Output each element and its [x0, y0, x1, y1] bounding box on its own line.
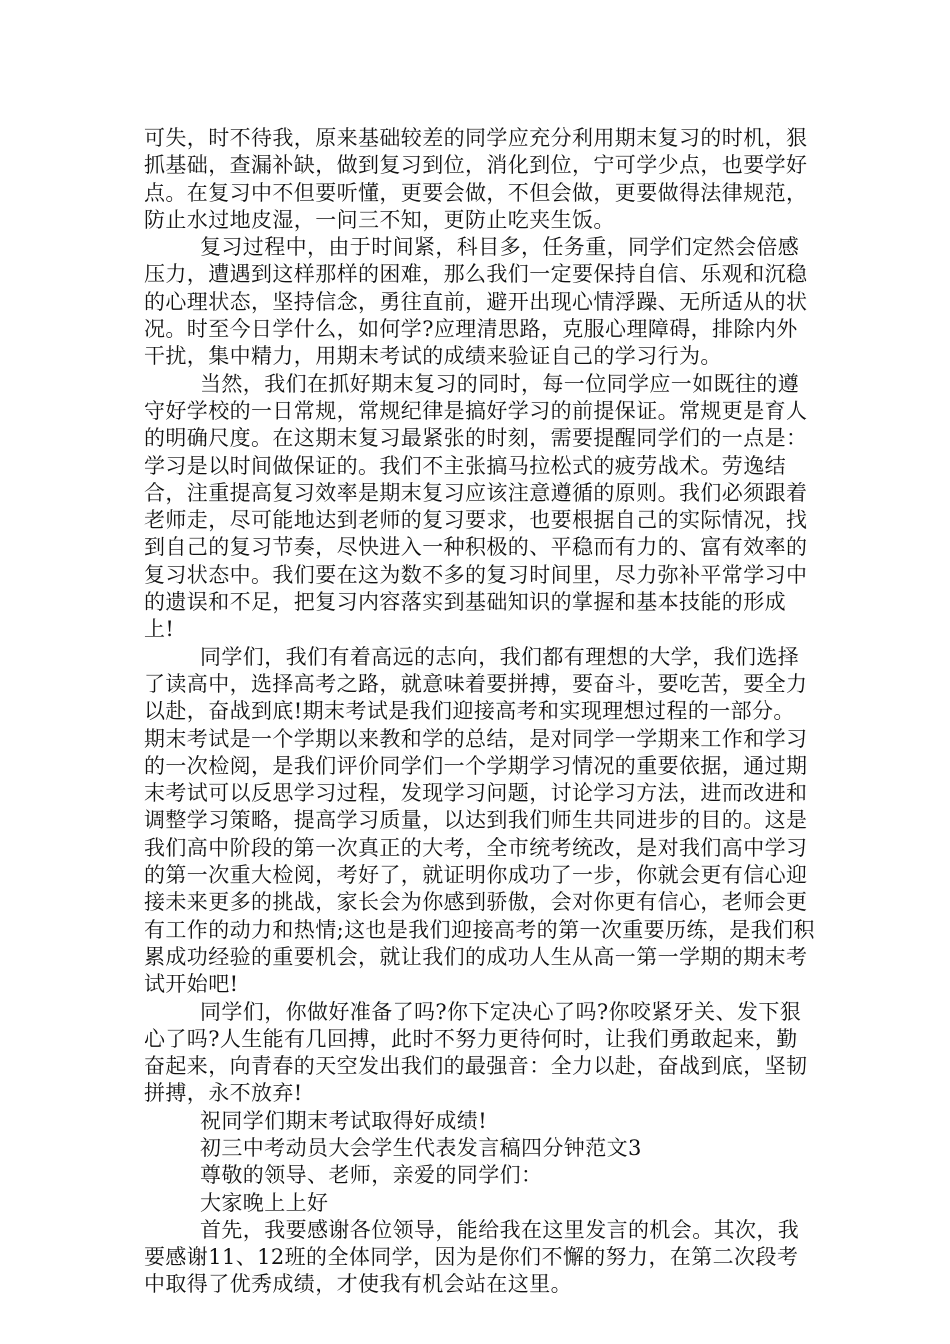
- paragraph-4: 同学们，我们有着高远的志向，我们都有理想的大学，我们选择了读高中，选择高考之路，就意味着要拼搏，要奋斗，要吃苦，要全力以赴，奋战到底!期末考试是我们迎接高考和实现理想过程的一部分。期末考试是一个学期以来教和学的总结，是对同学一学期来工作和学习的一次检阅，是我们评价同学们一个学期学习情况的重要依据，通过期末考试可以反思学习过程，发现学习问题，讨论学习方法，进而改进和调整学习策略，提高学习质量，以达到我们师生共同进步的目的。这是我们高中阶段的第一次真正的大考，全市统考统改，是对我们高中学习的第一次重大检阅，考好了，就证明你成功了一步，你就会更有信心迎接未来更多的挑战，家长会为你感到骄傲，会对你更有信心，老师会更有工作的动力和热情;这也是我们迎接高考的第一次重要历练，是我们积累成功经验的重要机会，就让我们的成功人生从高一第一学期的期末考试开始吧!: [144, 644, 815, 997]
- paragraph-2: 复习过程中，由于时间紧，科目多，任务重，同学们定然会倍感压力，遭遇到这样那样的困难，那么我们一定要保持自信、乐观和沉稳的心理状态，坚持信念，勇往直前，避开出现心情浮躁、无所适从的状况。时至今日学什么，如何学?应理清思路，克服心理障碍，排除内外干扰，集中精力，用期末考试的成绩来验证自己的学习行为。: [144, 235, 808, 369]
- greeting: 大家晚上上好: [200, 1190, 329, 1215]
- section-title: 初三中考动员大会学生代表发言稿四分钟范文3: [200, 1135, 642, 1160]
- paragraph-10: 首先，我要感谢各位领导，能给我在这里发言的机会。其次，我要感谢11、12班的全体同学，因为是你们不懈的努力，在第二次段考中取得了优秀成绩，才使我有机会站在这里。: [144, 1217, 800, 1297]
- paragraph-1: 可失，时不待我，原来基础较差的同学应充分利用期末复习的时机，狠抓基础，查漏补缺，做到复习到位，消化到位，宁可学少点，也要学好点。在复习中不但要听懂，更要会做，不但会做，更要做得法律规范，防止水过地皮湿，一问三不知，更防止吃夹生饭。: [144, 126, 808, 232]
- paragraph-5: 同学们，你做好准备了吗?你下定决心了吗?你咬紧牙关、发下狠心了吗?人生能有几回搏，此时不努力更待何时，让我们勇敢起来，勤奋起来，向青春的天空发出我们的最强音：全力以赴，奋战到底，坚韧拼搏，永不放弃!: [144, 999, 808, 1106]
- paragraph-3: 当然，我们在抓好期末复习的同时，每一位同学应一如既往的遵守好学校的一日常规，常规纪律是搞好学习的前提保证。常规更是育人的明确尺度。在这期末复习最紧张的时刻，需要提醒同学们的一点是：学习是以时间做保证的。我们不主张搞马拉松式的疲劳战术。劳逸结合，注重提高复习效率是期末复习应该注意遵循的原则。我们必须跟着老师走，尽可能地达到老师的复习要求，也要根据自己的实际情况，找到自己的复习节奏，尽快进入一种积极的、平稳而有力的、富有效率的复习状态中。我们要在这为数不多的复习时间里，尽力弥补平常学习中的遗误和不足，把复习内容落实到基础知识的掌握和基本技能的形成上!: [144, 371, 808, 642]
- paragraph-6: 祝同学们期末考试取得好成绩!: [200, 1108, 488, 1133]
- salutation: 尊敬的领导、老师，亲爱的同学们：: [200, 1163, 543, 1188]
- document-body: [144, 125, 816, 1299]
